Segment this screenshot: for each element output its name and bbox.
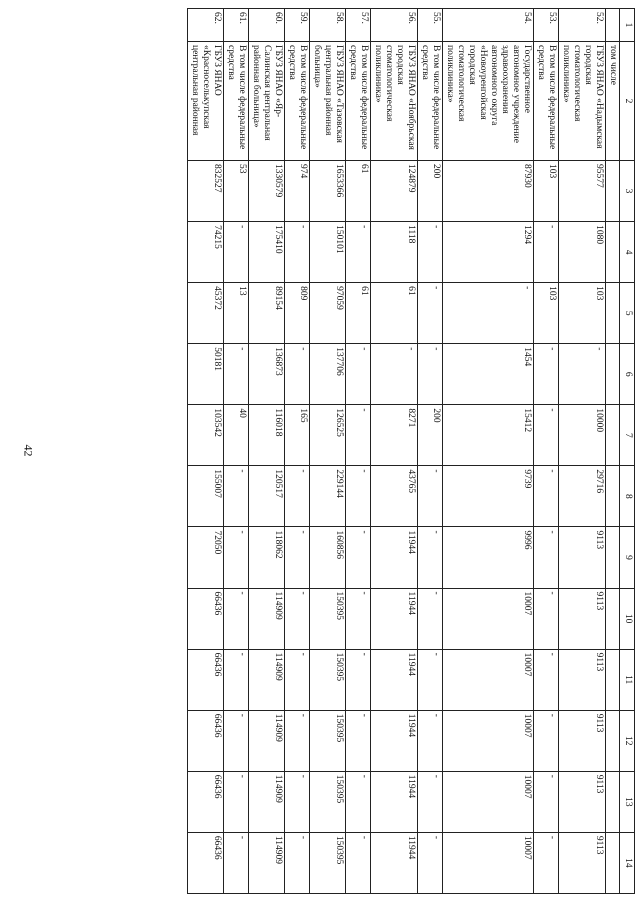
value-cell: 103542 bbox=[188, 405, 224, 466]
value-cell: 114909 bbox=[249, 588, 285, 649]
value-cell: - bbox=[224, 710, 249, 771]
value-cell: 66436 bbox=[188, 710, 224, 771]
value-cell: - bbox=[418, 771, 443, 832]
value-cell: 136873 bbox=[249, 344, 285, 405]
value-cell: 118062 bbox=[249, 527, 285, 588]
value-cell: - bbox=[285, 527, 310, 588]
value-cell: 10007 bbox=[443, 771, 534, 832]
value-cell: - bbox=[534, 405, 559, 466]
value-cell: 9113 bbox=[559, 771, 606, 832]
table-row bbox=[606, 9, 620, 894]
value-cell: - bbox=[534, 832, 559, 893]
value-cell: 1653366 bbox=[310, 161, 346, 222]
row-name: ГБУЗ ЯНАО «Ноябрьская городская стоматологическая поликлиника» bbox=[371, 42, 418, 161]
value-cell: 9113 bbox=[559, 832, 606, 893]
value-cell: - bbox=[534, 527, 559, 588]
value-cell: - bbox=[534, 771, 559, 832]
table-row bbox=[371, 9, 418, 894]
value-cell: 50181 bbox=[188, 344, 224, 405]
value-cell: - bbox=[559, 344, 606, 405]
value-cell: - bbox=[224, 832, 249, 893]
value-cell bbox=[606, 283, 620, 344]
value-cell: - bbox=[371, 344, 418, 405]
value-cell: 114909 bbox=[249, 771, 285, 832]
value-cell: - bbox=[418, 710, 443, 771]
value-cell: - bbox=[346, 710, 371, 771]
value-cell: 9113 bbox=[559, 710, 606, 771]
value-cell: 11944 bbox=[371, 771, 418, 832]
value-cell: 74215 bbox=[188, 222, 224, 283]
column-header: 7 bbox=[620, 405, 635, 466]
column-header: 1 bbox=[620, 9, 635, 42]
value-cell: - bbox=[346, 466, 371, 527]
value-cell: - bbox=[285, 710, 310, 771]
value-cell: 200 bbox=[418, 161, 443, 222]
value-cell bbox=[606, 588, 620, 649]
value-cell: 1294 bbox=[443, 222, 534, 283]
column-header: 10 bbox=[620, 588, 635, 649]
budget-table bbox=[187, 8, 635, 894]
value-cell: 15412 bbox=[443, 405, 534, 466]
value-cell: - bbox=[418, 649, 443, 710]
table-row bbox=[443, 9, 534, 894]
value-cell: 97059 bbox=[310, 283, 346, 344]
value-cell: 66436 bbox=[188, 649, 224, 710]
value-cell: 1118 bbox=[371, 222, 418, 283]
value-cell: 9739 bbox=[443, 466, 534, 527]
column-header: 2 bbox=[620, 42, 635, 161]
value-cell: 150395 bbox=[310, 588, 346, 649]
table-row bbox=[346, 9, 371, 894]
value-cell bbox=[606, 527, 620, 588]
column-header: 3 bbox=[620, 161, 635, 222]
table-row bbox=[188, 9, 224, 894]
value-cell: 11944 bbox=[371, 832, 418, 893]
value-cell: 114909 bbox=[249, 649, 285, 710]
row-name: В том числе федеральные средства bbox=[285, 42, 310, 161]
value-cell: 103 bbox=[559, 283, 606, 344]
value-cell: 165 bbox=[285, 405, 310, 466]
value-cell: - bbox=[224, 771, 249, 832]
value-cell: 114909 bbox=[249, 710, 285, 771]
row-name: ГБУЗ ЯНАО «Тазовская центральная районная больница» bbox=[310, 42, 346, 161]
value-cell: - bbox=[346, 527, 371, 588]
value-cell: 120517 bbox=[249, 466, 285, 527]
value-cell bbox=[606, 771, 620, 832]
value-cell: 66436 bbox=[188, 832, 224, 893]
value-cell: - bbox=[534, 710, 559, 771]
rotated-table-area bbox=[95, 8, 635, 894]
value-cell: 66436 bbox=[188, 588, 224, 649]
value-cell: - bbox=[418, 222, 443, 283]
column-header: 13 bbox=[620, 771, 635, 832]
value-cell: - bbox=[285, 771, 310, 832]
value-cell: - bbox=[224, 588, 249, 649]
value-cell: 61 bbox=[346, 283, 371, 344]
row-name: ГБУЗ ЯНАО «Красноселькупская центральная районная bbox=[188, 42, 224, 161]
page-number: 42 bbox=[21, 444, 36, 457]
value-cell: 126525 bbox=[310, 405, 346, 466]
value-cell: 150101 bbox=[310, 222, 346, 283]
value-cell: 61 bbox=[371, 283, 418, 344]
table-row bbox=[418, 9, 443, 894]
value-cell: 9113 bbox=[559, 527, 606, 588]
row-name: В том числе федеральные средства bbox=[346, 42, 371, 161]
value-cell: 89154 bbox=[249, 283, 285, 344]
value-cell: 1330579 bbox=[249, 161, 285, 222]
value-cell: 150395 bbox=[310, 710, 346, 771]
value-cell: 10007 bbox=[443, 710, 534, 771]
value-cell: - bbox=[534, 649, 559, 710]
value-cell: 45372 bbox=[188, 283, 224, 344]
row-name: В том числе федеральные средства bbox=[418, 42, 443, 161]
value-cell: 11944 bbox=[371, 710, 418, 771]
column-header: 4 bbox=[620, 222, 635, 283]
value-cell: 229144 bbox=[310, 466, 346, 527]
column-header: 12 bbox=[620, 710, 635, 771]
value-cell: 155007 bbox=[188, 466, 224, 527]
value-cell: 61 bbox=[346, 161, 371, 222]
value-cell: 150395 bbox=[310, 649, 346, 710]
value-cell: 10007 bbox=[443, 588, 534, 649]
value-cell: - bbox=[224, 222, 249, 283]
row-name: ГБУЗ ЯНАО «Надымская городская стоматологическая поликлиника» bbox=[559, 42, 606, 161]
value-cell: 10007 bbox=[443, 649, 534, 710]
value-cell: 1454 bbox=[443, 344, 534, 405]
value-cell: - bbox=[534, 588, 559, 649]
value-cell bbox=[606, 832, 620, 893]
value-cell: - bbox=[224, 344, 249, 405]
value-cell: 11944 bbox=[371, 649, 418, 710]
value-cell bbox=[606, 344, 620, 405]
value-cell: - bbox=[534, 344, 559, 405]
value-cell: - bbox=[346, 344, 371, 405]
value-cell bbox=[606, 161, 620, 222]
table-header-row bbox=[620, 9, 635, 894]
value-cell: 53 bbox=[224, 161, 249, 222]
value-cell: - bbox=[285, 832, 310, 893]
column-header: 11 bbox=[620, 649, 635, 710]
row-number: 59. bbox=[285, 9, 310, 42]
table-row bbox=[249, 9, 285, 894]
value-cell bbox=[606, 405, 620, 466]
value-cell: - bbox=[418, 283, 443, 344]
row-number: 60. bbox=[249, 9, 285, 42]
column-header: 5 bbox=[620, 283, 635, 344]
value-cell: - bbox=[418, 527, 443, 588]
row-number: 57. bbox=[346, 9, 371, 42]
value-cell: - bbox=[418, 344, 443, 405]
value-cell: 11944 bbox=[371, 527, 418, 588]
value-cell: 10000 bbox=[559, 405, 606, 466]
value-cell: 150395 bbox=[310, 832, 346, 893]
value-cell: 1080 bbox=[559, 222, 606, 283]
value-cell: 124879 bbox=[371, 161, 418, 222]
value-cell: 72050 bbox=[188, 527, 224, 588]
row-number: 56. bbox=[371, 9, 418, 42]
value-cell: 43765 bbox=[371, 466, 418, 527]
value-cell: - bbox=[285, 466, 310, 527]
value-cell: - bbox=[224, 466, 249, 527]
row-name: Государственное автономное учреждение здравоохранения автономного округа «Новоуренгойская городская стоматологическая поликлиника» bbox=[443, 42, 534, 161]
value-cell: 116018 bbox=[249, 405, 285, 466]
value-cell: 809 bbox=[285, 283, 310, 344]
value-cell: - bbox=[418, 832, 443, 893]
row-number: 61. bbox=[224, 9, 249, 42]
value-cell: - bbox=[346, 405, 371, 466]
value-cell: 11944 bbox=[371, 588, 418, 649]
row-number: 53. bbox=[534, 9, 559, 42]
value-cell: 160856 bbox=[310, 527, 346, 588]
value-cell: - bbox=[534, 466, 559, 527]
value-cell: 8271 bbox=[371, 405, 418, 466]
value-cell: 66436 bbox=[188, 771, 224, 832]
value-cell: 103 bbox=[534, 283, 559, 344]
row-name: В том числе федеральные средства bbox=[224, 42, 249, 161]
column-header: 6 bbox=[620, 344, 635, 405]
table-row bbox=[224, 9, 249, 894]
value-cell bbox=[606, 710, 620, 771]
value-cell: - bbox=[443, 283, 534, 344]
row-number: 58. bbox=[310, 9, 346, 42]
value-cell: - bbox=[418, 588, 443, 649]
row-number: 54. bbox=[443, 9, 534, 42]
value-cell: 9113 bbox=[559, 649, 606, 710]
value-cell: 114909 bbox=[249, 832, 285, 893]
value-cell: - bbox=[418, 466, 443, 527]
value-cell: - bbox=[346, 588, 371, 649]
value-cell: 13 bbox=[224, 283, 249, 344]
value-cell: 974 bbox=[285, 161, 310, 222]
value-cell: 175410 bbox=[249, 222, 285, 283]
table-row bbox=[559, 9, 606, 894]
value-cell: 87930 bbox=[443, 161, 534, 222]
value-cell: 103 bbox=[534, 161, 559, 222]
row-name: том числе bbox=[606, 42, 620, 161]
value-cell: 200 bbox=[418, 405, 443, 466]
value-cell: - bbox=[285, 222, 310, 283]
row-number: 52. bbox=[559, 9, 606, 42]
value-cell: 9113 bbox=[559, 588, 606, 649]
value-cell: - bbox=[346, 222, 371, 283]
row-name: ГБУЗ ЯНАО «Яр-Салинская центральная районная больница» bbox=[249, 42, 285, 161]
table-row bbox=[310, 9, 346, 894]
value-cell: 832527 bbox=[188, 161, 224, 222]
value-cell: - bbox=[285, 344, 310, 405]
table-row bbox=[285, 9, 310, 894]
column-header: 8 bbox=[620, 466, 635, 527]
value-cell: 29716 bbox=[559, 466, 606, 527]
value-cell: 10007 bbox=[443, 832, 534, 893]
table-row bbox=[534, 9, 559, 894]
value-cell bbox=[606, 466, 620, 527]
value-cell: - bbox=[346, 832, 371, 893]
column-header: 14 bbox=[620, 832, 635, 893]
value-cell: - bbox=[534, 222, 559, 283]
value-cell: - bbox=[346, 649, 371, 710]
column-header: 9 bbox=[620, 527, 635, 588]
value-cell bbox=[606, 649, 620, 710]
row-number: 62. bbox=[188, 9, 224, 42]
value-cell: - bbox=[346, 771, 371, 832]
value-cell: - bbox=[224, 649, 249, 710]
value-cell: 9996 bbox=[443, 527, 534, 588]
value-cell bbox=[606, 222, 620, 283]
value-cell: - bbox=[285, 588, 310, 649]
value-cell: - bbox=[224, 527, 249, 588]
row-number bbox=[606, 9, 620, 42]
value-cell: - bbox=[285, 649, 310, 710]
row-name: В том числе федеральные средства bbox=[534, 42, 559, 161]
value-cell: 137706 bbox=[310, 344, 346, 405]
row-number: 55. bbox=[418, 9, 443, 42]
value-cell: 95577 bbox=[559, 161, 606, 222]
value-cell: 150395 bbox=[310, 771, 346, 832]
value-cell: 40 bbox=[224, 405, 249, 466]
